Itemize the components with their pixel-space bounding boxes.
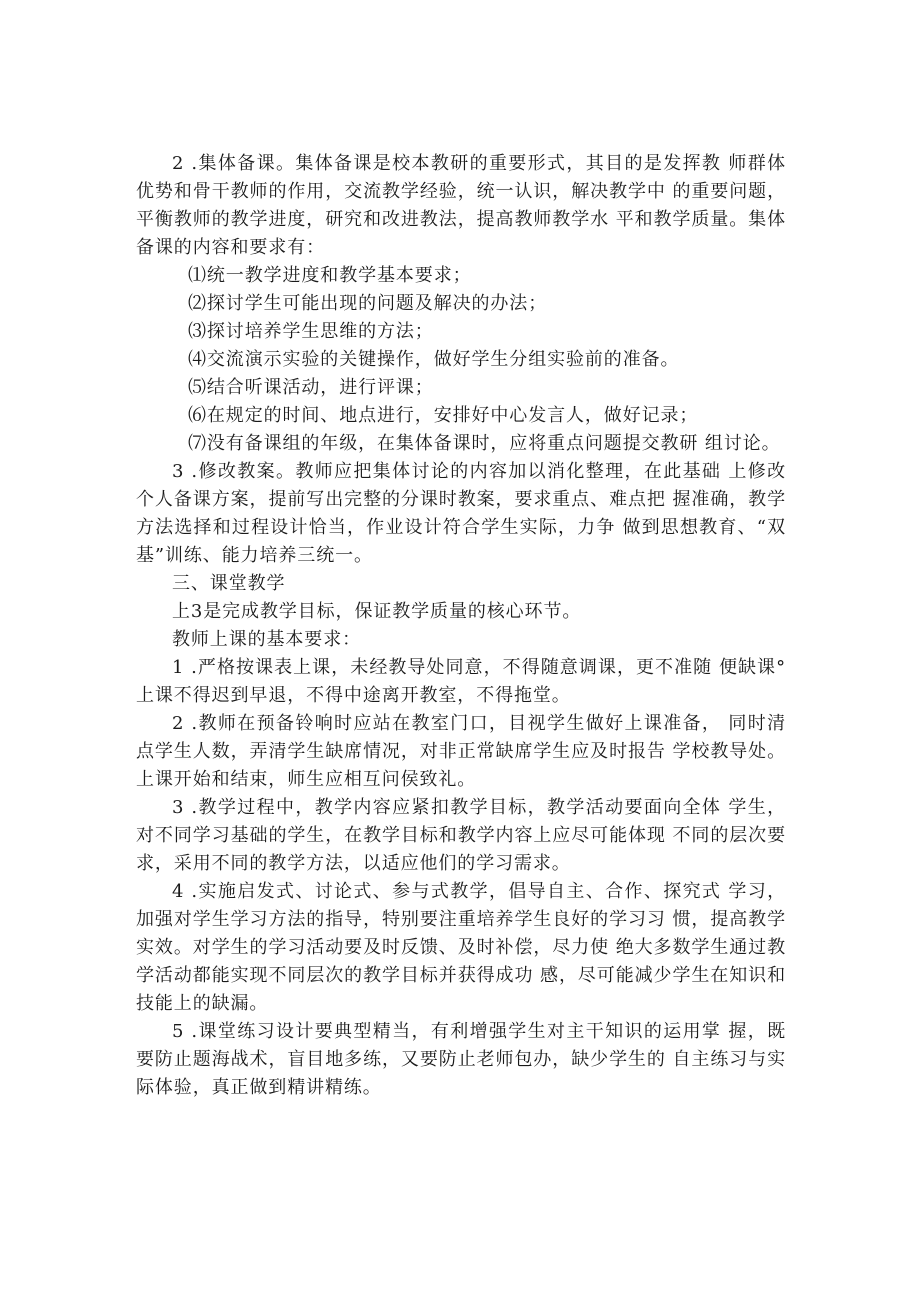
requirement-5: 5 .课堂练习设计要典型精当，有利增强学生对主干知识的运用掌 握，既要防止题海战术，盲目地多练，又要防止老师包办，缺少学生的 自主练习与实际体验，真正做到精讲精练。 bbox=[136, 1021, 786, 1098]
document-body bbox=[136, 150, 786, 1102]
list-item-1: ⑴统一教学进度和教学基本要求； bbox=[188, 265, 472, 286]
list-item-7: ⑺没有备课组的年级，在集体备课时，应将重点问题提交教研 组讨论。 bbox=[188, 433, 781, 454]
paragraph-collective-lesson-prep: 2 .集体备课。集体备课是校本教研的重要形式，其目的是发挥教 师群体优势和骨干教师的作用，交流教学经验，统一认识，解决教学中 的重要问题，平衡教师的教学进度，研究和改进教法，提高教师教学水 平和教学质量。集体备课的内容和要求有： bbox=[136, 153, 786, 258]
list-item-5: ⑸结合听课活动，进行评课； bbox=[188, 377, 434, 398]
paragraph-basic-requirements: 教师上课的基本要求： bbox=[172, 629, 361, 650]
paragraph-revise-lesson-plan: 3 .修改教案。教师应把集体讨论的内容加以消化整理，在此基础 上修改个人备课方案，提前写出完整的分课时教案，要求重点、难点把 握准确，教学方法选择和过程设计恰当，作业设计符合学生实际，力争 做到思想教育、“双基”训练、能力培养三统一。 bbox=[136, 461, 786, 566]
requirement-4: 4 .实施启发式、讨论式、参与式教学，倡导自主、合作、探究式 学习，加强对学生学习方法的指导，特别要注重培养学生良好的学习习 惯，提高教学实效。对学生的学习活动要及时反馈、及时补偿，尽力使 绝大多数学生通过教学活动都能实现不同层次的教学目标并获得成功 感，尽可能减少学生在知识和技能上的缺漏。 bbox=[136, 881, 786, 1014]
list-item-3: ⑶探讨培养学生思维的方法； bbox=[188, 321, 434, 342]
requirement-1: 1 .严格按课表上课，未经教导处同意，不得随意调课，更不准随 便缺课°上课不得迟到早退，不得中途离开教室，不得拖堂。 bbox=[136, 657, 786, 706]
requirement-2: 2 .教师在预备铃响时应站在教室门口，目视学生做好上课准备， 同时清点学生人数，弄清学生缺席情况，对非正常缺席学生应及时报告 学校教导处。上课开始和结束，师生应相互问侯致礼。 bbox=[136, 713, 786, 790]
list-item-4: ⑷交流演示实验的关键操作，做好学生分组实验前的准备。 bbox=[188, 349, 680, 370]
section-heading-classroom-teaching: 三、课堂教学 bbox=[172, 573, 286, 594]
paragraph-core-link: 上3是完成教学目标，保证教学质量的核心环节。 bbox=[172, 601, 582, 622]
list-item-2: ⑵探讨学生可能出现的问题及解决的办法； bbox=[188, 293, 548, 314]
list-item-6: ⑹在规定的时间、地点进行，安排好中心发言人，做好记录； bbox=[188, 405, 699, 426]
requirement-3: 3 .教学过程中，教学内容应紧扣教学目标，教学活动要面向全体 学生，对不同学习基础的学生，在教学目标和教学内容上应尽可能体现 不同的层次要求，采用不同的教学方法，以适应他们的学习需求。 bbox=[136, 797, 786, 874]
